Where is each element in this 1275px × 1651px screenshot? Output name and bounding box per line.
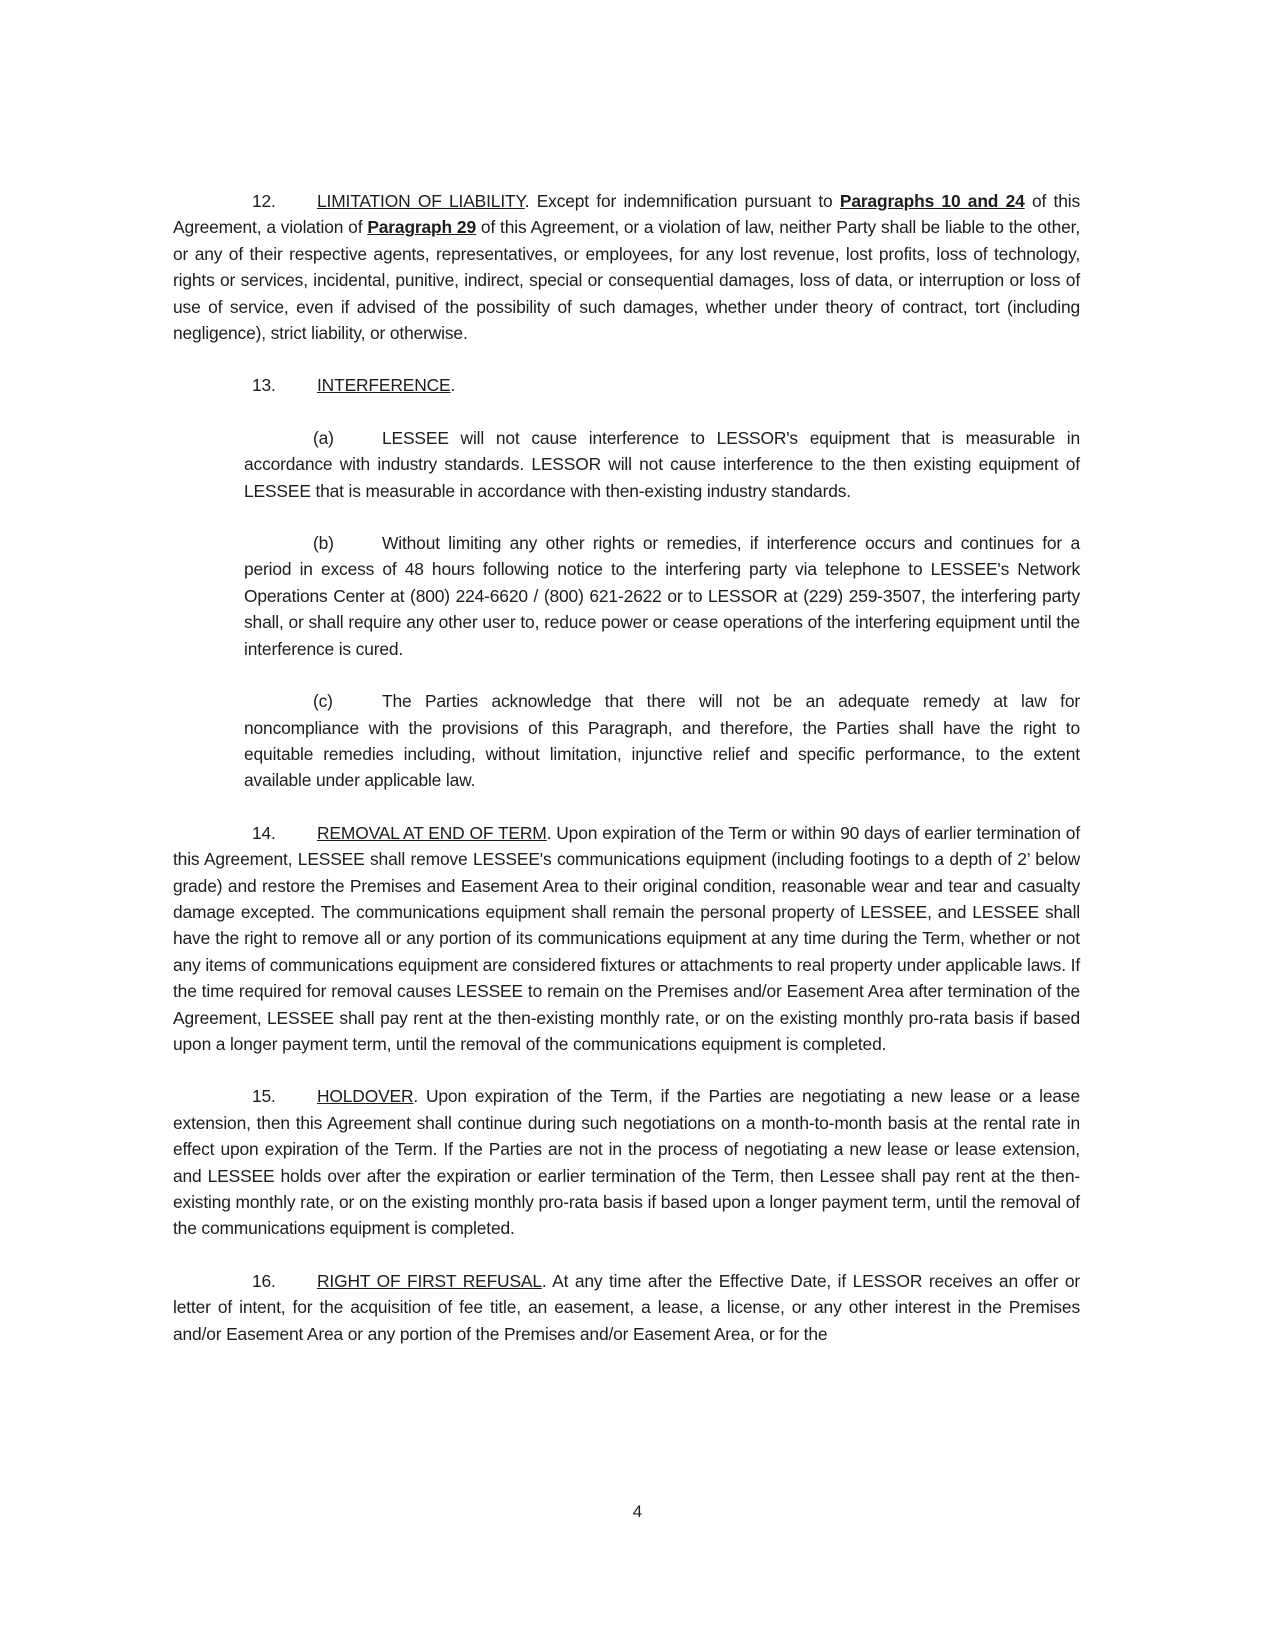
section-heading: INTERFERENCE [317, 375, 451, 396]
section-15 [173, 1083, 1080, 1241]
paragraph-reference: Paragraph 29 [367, 217, 476, 238]
subsection-mark: (b) [313, 533, 334, 554]
section-16 [173, 1268, 1080, 1347]
section-heading: HOLDOVER [317, 1086, 414, 1107]
section-12 [173, 188, 1080, 346]
section-13 [252, 372, 1080, 398]
subsection-text: Without limiting any other rights or remedies, if interference occurs and continues for a period in excess of 48 hours following notice to the interfering party via telephone to LESSEE's Network Operations Center at (800) 224-6620 / (800) 621-2622 or to LESSOR at (229) 259-3507, the interfering party shall, or shall require any other user to, reduce power or cease operations of the interfering equipment until the interference is cured. [244, 533, 1080, 659]
section-heading: RIGHT OF FIRST REFUSAL [317, 1270, 542, 1291]
page-number: 4 [632, 1502, 643, 1521]
subsection-text: LESSEE will not cause interference to LESSOR's equipment that is measurable in accordance with industry standards. LESSOR will not cause interference to the then existing equipment of LESSEE that is measurable in accordance with then-existing industry standards. [244, 427, 1080, 501]
section-number: 14. [252, 822, 276, 843]
subsection-13c [244, 688, 1080, 794]
document-body [173, 188, 1080, 1373]
section-heading: LIMITATION OF LIABILITY [317, 191, 525, 211]
section-14 [173, 820, 1080, 1058]
section-number: 15. [252, 1086, 276, 1107]
section-text: . Except for indemnification pursuant to [524, 191, 840, 211]
subsection-13b [244, 530, 1080, 662]
section-number: 16. [252, 1270, 276, 1291]
section-text: of this Agreement, a violation of [173, 191, 1080, 238]
section-heading-tail: . [450, 375, 456, 396]
section-text: . At any time after the Effective Date, if LESSOR receives an offer or letter of intent, for the acquisition of fee title, an easement, a lease, a license, or any other interest in the Premises and/or Easement Area or any portion of the Premises and/or Easement Area, or for the [173, 1270, 1080, 1344]
subsection-text: The Parties acknowledge that there will not be an adequate remedy at law for noncompliance with the provisions of this Paragraph, and therefore, the Parties shall have the right to equitable remedies including, without limitation, injunctive relief and specific performance, to the extent available under applicable law. [244, 691, 1080, 791]
section-heading: REMOVAL AT END OF TERM [317, 822, 547, 843]
subsection-mark: (c) [313, 691, 333, 712]
subsection-13a [244, 425, 1080, 504]
section-number: 12. [252, 191, 276, 211]
section-number: 13. [252, 375, 276, 396]
section-text: of this Agreement, or a violation of law, neither Party shall be liable to the other, or any of their respective agents, representatives, or employees, for any lost revenue, lost profits, loss of technology, rights or services, incidental, punitive, indirect, special or consequential damages, loss of data, or interruption or loss of use of service, even if advised of the possibility of such damages, whether under theory of contract, tort (including negligence), strict liability, or otherwise. [173, 217, 1080, 344]
section-text: . Upon expiration of the Term or within 90 days of earlier termination of this Agreement, LESSEE shall remove LESSEE's communications equipment (including footings to a depth of 2’ below grade) and restore the Premises and Easement Area to their original condition, reasonable wear and tear and casualty damage excepted. The communications equipment shall remain the personal property of LESSEE, and LESSEE shall have the right to remove all or any portion of its communications equipment at any time during the Term, whether or not any items of communications equipment are considered fixtures or attachments to real property under applicable laws. If the time required for removal causes LESSEE to remain on the Premises and/or Easement Area after termination of the Agreement, LESSEE shall pay rent at the then-existing monthly rate, or on the existing monthly pro-rata basis if based upon a longer payment term, until the removal of the communications equipment is completed. [173, 822, 1080, 1054]
subsection-mark: (a) [313, 427, 334, 448]
section-text: . Upon expiration of the Term, if the Parties are negotiating a new lease or a lease extension, then this Agreement shall continue during such negotiations on a month-to-month basis at the rental rate in effect upon expiration of the Term. If the Parties are not in the process of negotiating a new lease or lease extension, and LESSEE holds over after the expiration or earlier termination of the Term, then Lessee shall pay rent at the then-existing monthly rate, or on the existing monthly pro-rata basis if based upon a longer payment term, until the removal of the communications equipment is completed. [173, 1086, 1080, 1239]
paragraph-reference: Paragraphs 10 and 24 [839, 191, 1025, 211]
